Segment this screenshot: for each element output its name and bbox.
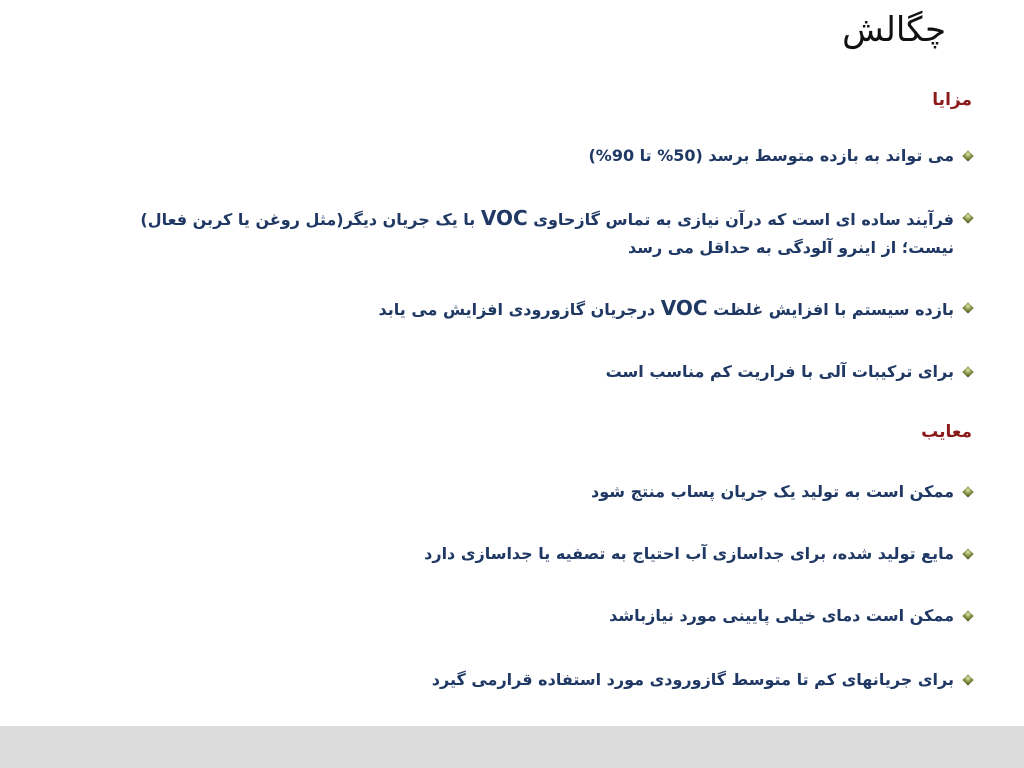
disadvantage-item: [96, 540, 972, 568]
diamond-bullet-icon: [962, 610, 973, 621]
disadvantage-item: [96, 666, 972, 694]
advantage-text-after: درجریان گازورودی افزایش می یابد: [378, 300, 661, 319]
advantage-text: برای ترکیبات آلی با فراریت کم مناسب است: [605, 362, 954, 381]
voc-term: VOC: [660, 296, 708, 320]
disadvantage-text: برای جریانهای کم تا متوسط گازورودی مورد استفاده قرارمی گیرد: [431, 670, 954, 689]
disadvantages-heading: معایب: [921, 422, 972, 442]
advantage-text: می تواند به بازده متوسط برسد (50% تا 90%): [588, 146, 954, 165]
advantage-item: [96, 142, 972, 170]
diamond-bullet-icon: [962, 486, 973, 497]
voc-term: VOC: [480, 206, 528, 230]
disadvantage-text: ممکن است به تولید یک جریان پساب منتج شود: [591, 482, 954, 501]
disadvantage-text: ممکن است دمای خیلی پایینی مورد نیازباشد: [609, 606, 954, 625]
disadvantage-item: [96, 478, 972, 506]
footer-band: [0, 726, 1024, 768]
advantage-text-before: بازده سیستم با افزایش غلظت: [707, 300, 954, 319]
diamond-bullet-icon: [962, 302, 973, 313]
diamond-bullet-icon: [962, 548, 973, 559]
diamond-bullet-icon: [962, 674, 973, 685]
advantages-heading: مزایا: [932, 90, 972, 110]
advantage-item: [96, 294, 972, 324]
diamond-bullet-icon: [962, 212, 973, 223]
disadvantage-item: [96, 602, 972, 630]
diamond-bullet-icon: [962, 366, 973, 377]
slide-title: چگالش: [842, 10, 946, 50]
diamond-bullet-icon: [962, 150, 973, 161]
advantage-item: [96, 204, 972, 262]
advantage-item: [96, 358, 972, 386]
advantage-text-after: با یک جریان دیگر(مثل روغن یا کربن فعال) نیست؛ از اینرو آلودگی به حداقل می رسد: [140, 210, 954, 257]
disadvantage-text: مایع تولید شده، برای جداسازی آب احتیاج به تصفیه یا جداسازی دارد: [424, 544, 954, 563]
slide-content: [96, 86, 972, 694]
advantage-text-before: فرآیند ساده ای است که درآن نیازی به تماس گازحاوی: [527, 210, 954, 229]
